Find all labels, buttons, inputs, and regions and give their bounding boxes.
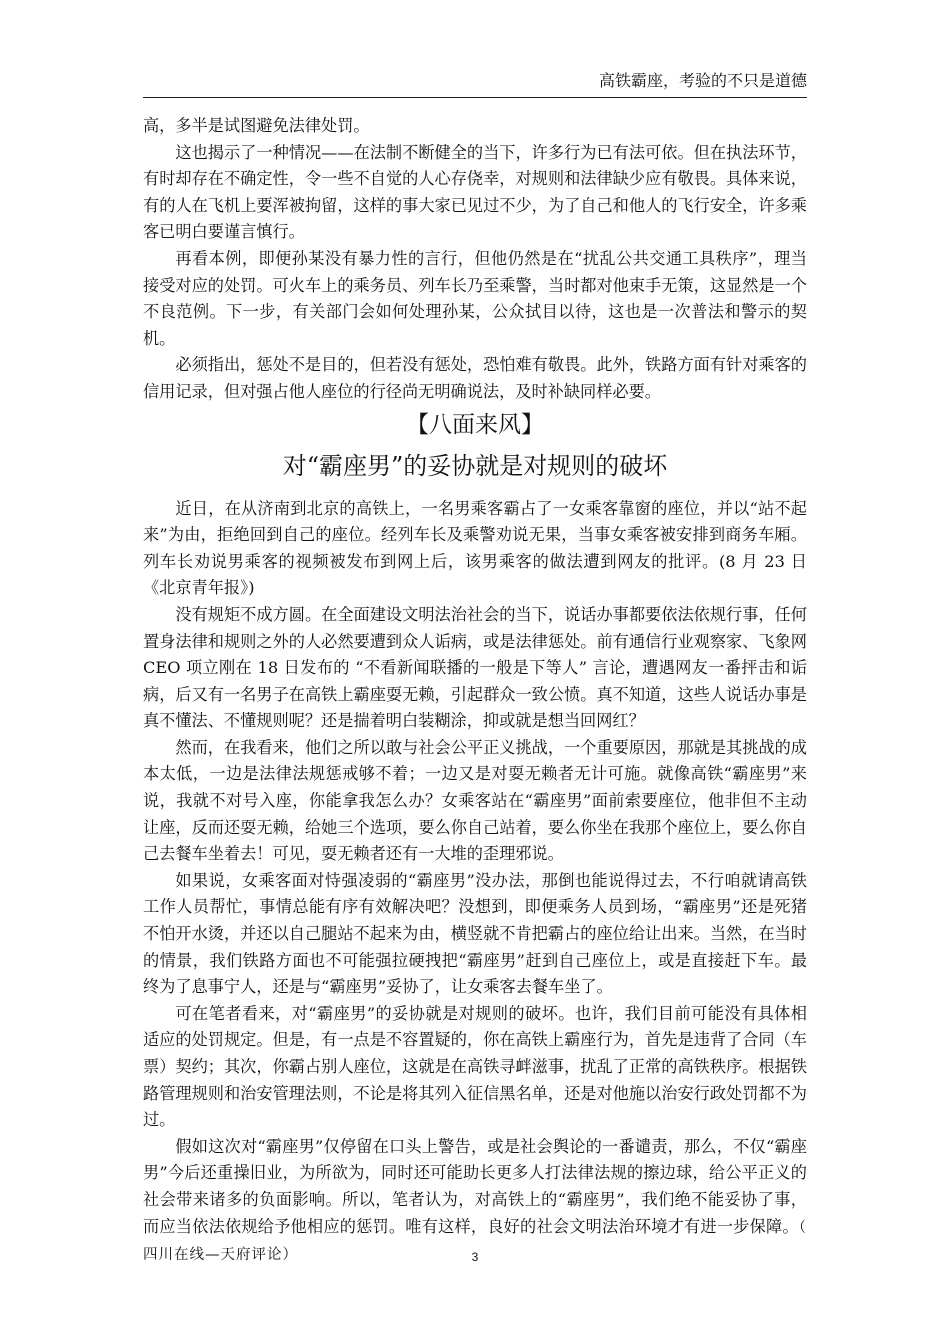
paragraph: 如果说，女乘客面对恃强凌弱的“霸座男”没办法，那倒也能说得过去，不行咱就请高铁工作人员帮忙，事情总能有序有效解决吧？没想到，即便乘务人员到场，“霸座男”还是死猪不怕开水烫，并还以自己腿站不起来为由，横竖就不肯把霸占的座位给让出来。当然，在当时的情景，我们铁路方面也不可能强拉硬拽把“霸座男”赶到自己座位上，或是直接赶下车。最终为了息事宁人，还是与“霸座男”妥协了，让女乘客去餐车坐了。 (143, 870, 807, 997)
page-number: 3 (471, 1250, 479, 1264)
paragraph-last (143, 1134, 807, 1269)
header-rule (143, 97, 807, 98)
paragraph: 必须指出，惩处不是目的，但若没有惩处，恐怕难有敬畏。此外，铁路方面有针对乘客的信用记录，但对强占他人座位的行径尚无明确说法，及时补缺同样必要。 (143, 355, 807, 401)
section-heading: 【八面来风】 (406, 411, 544, 438)
paragraph: 高，多半是试图避免法律处罚。 (143, 116, 370, 135)
article-title: 对“霸座男”的妥协就是对规则的破坏 (282, 451, 668, 480)
paragraph: 然而，在我看来，他们之所以敢与社会公平正义挑战，一个重要原因，那就是其挑战的成本太低，一边是法律法规惩戒够不着；一边又是对耍无赖者无计可施。就像高铁“霸座男”来说，我就不对号入座，你能拿我怎么办？女乘客站在“霸座男”面前索要座位，他非但不主动让座，反而还耍无赖，给她三个选项，要么你自己站着，要么你坐在我那个座位上，要么你自己去餐车坐着去！可见，耍无赖者还有一大堆的歪理邪说。 (143, 737, 807, 864)
running-header: 高铁霸座，考验的不只是道德 (598, 71, 807, 90)
article-source: （ 四川在线—天府评论） (143, 1219, 807, 1264)
paragraph: 这也揭示了一种情况——在法制不断健全的当下，许多行为已有法可依。但在执法环节，有时却存在不确定性，令一些不自觉的人心存侥幸，对规则和法律缺少应有敬畏。具体来说，有的人在飞机上要浑被拘留，这样的事大家已见过不少，为了自己和他人的飞行安全，许多乘客已明白要谨言慎行。 (143, 142, 807, 242)
paragraph: 可在笔者看来，对“霸座男”的妥协就是对规则的破坏。也许，我们目前可能没有具体相适应的处罚规定。但是，有一点是不容置疑的，你在高铁上霸座行为，首先是违背了合同（车票）契约；其次，你霸占别人座位，这就是在高铁寻衅滋事，扰乱了正常的高铁秩序。根据铁路管理规则和治安管理法则，不论是将其列入征信黑名单，还是对他施以治安行政处罚都不为过。 (143, 1003, 807, 1130)
paragraph: 没有规矩不成方圆。在全面建设文明法治社会的当下，说话办事都要依法依规行事，任何置身法律和规则之外的人必然要遭到众人诟病，或是法律惩处。前有通信行业观察家、飞象网 CEO 项立刚在 18 日发布的 “不看新闻联播的一般是下等人” 言论，遭遇网友一番抨击和诟病，后又有一名男子在高铁上霸座耍无赖，引起群众一致公愤。真不知道，这些人说话办事是真不懂法、不懂规则呢？还是揣着明白装糊涂，抑或就是想当回网红？ (143, 604, 807, 731)
paragraph: 近日，在从济南到北京的高铁上，一名男乘客霸占了一女乘客靠窗的座位，并以“站不起来”为由，拒绝回到自己的座位。经列车长及乘警劝说无果，当事女乘客被安排到商务车厢。列车长劝说男乘客的视频被发布到网上后，该男乘客的做法遭到网友的批评。(8 月 23 日《北京青年报》) (143, 498, 807, 598)
document-body (143, 113, 807, 1269)
paragraph-text: 假如这次对“霸座男”仅停留在口头上警告，或是社会舆论的一番谴责，那么，不仅“霸座男”今后还重操旧业，为所欲为，同时还可能助长更多人打法律法规的擦边球，给公平正义的社会带来诸多的负面影响。所以，笔者认为，对高铁上的“霸座男”，我们绝不能妥协了事，而应当依法依规给予他相应的惩罚。唯有这样，良好的社会文明法治环境才有进一步保障。 (143, 1136, 807, 1236)
paragraph: 再看本例，即便孙某没有暴力性的言行，但他仍然是在“扰乱公共交通工具秩序”，理当接受对应的处罚。可火车上的乘务员、列车长乃至乘警，当时都对他束手无策，这显然是一个不良范例。下一步，有关部门会如何处理孙某，公众拭目以待，这也是一次普法和警示的契机。 (143, 248, 807, 348)
